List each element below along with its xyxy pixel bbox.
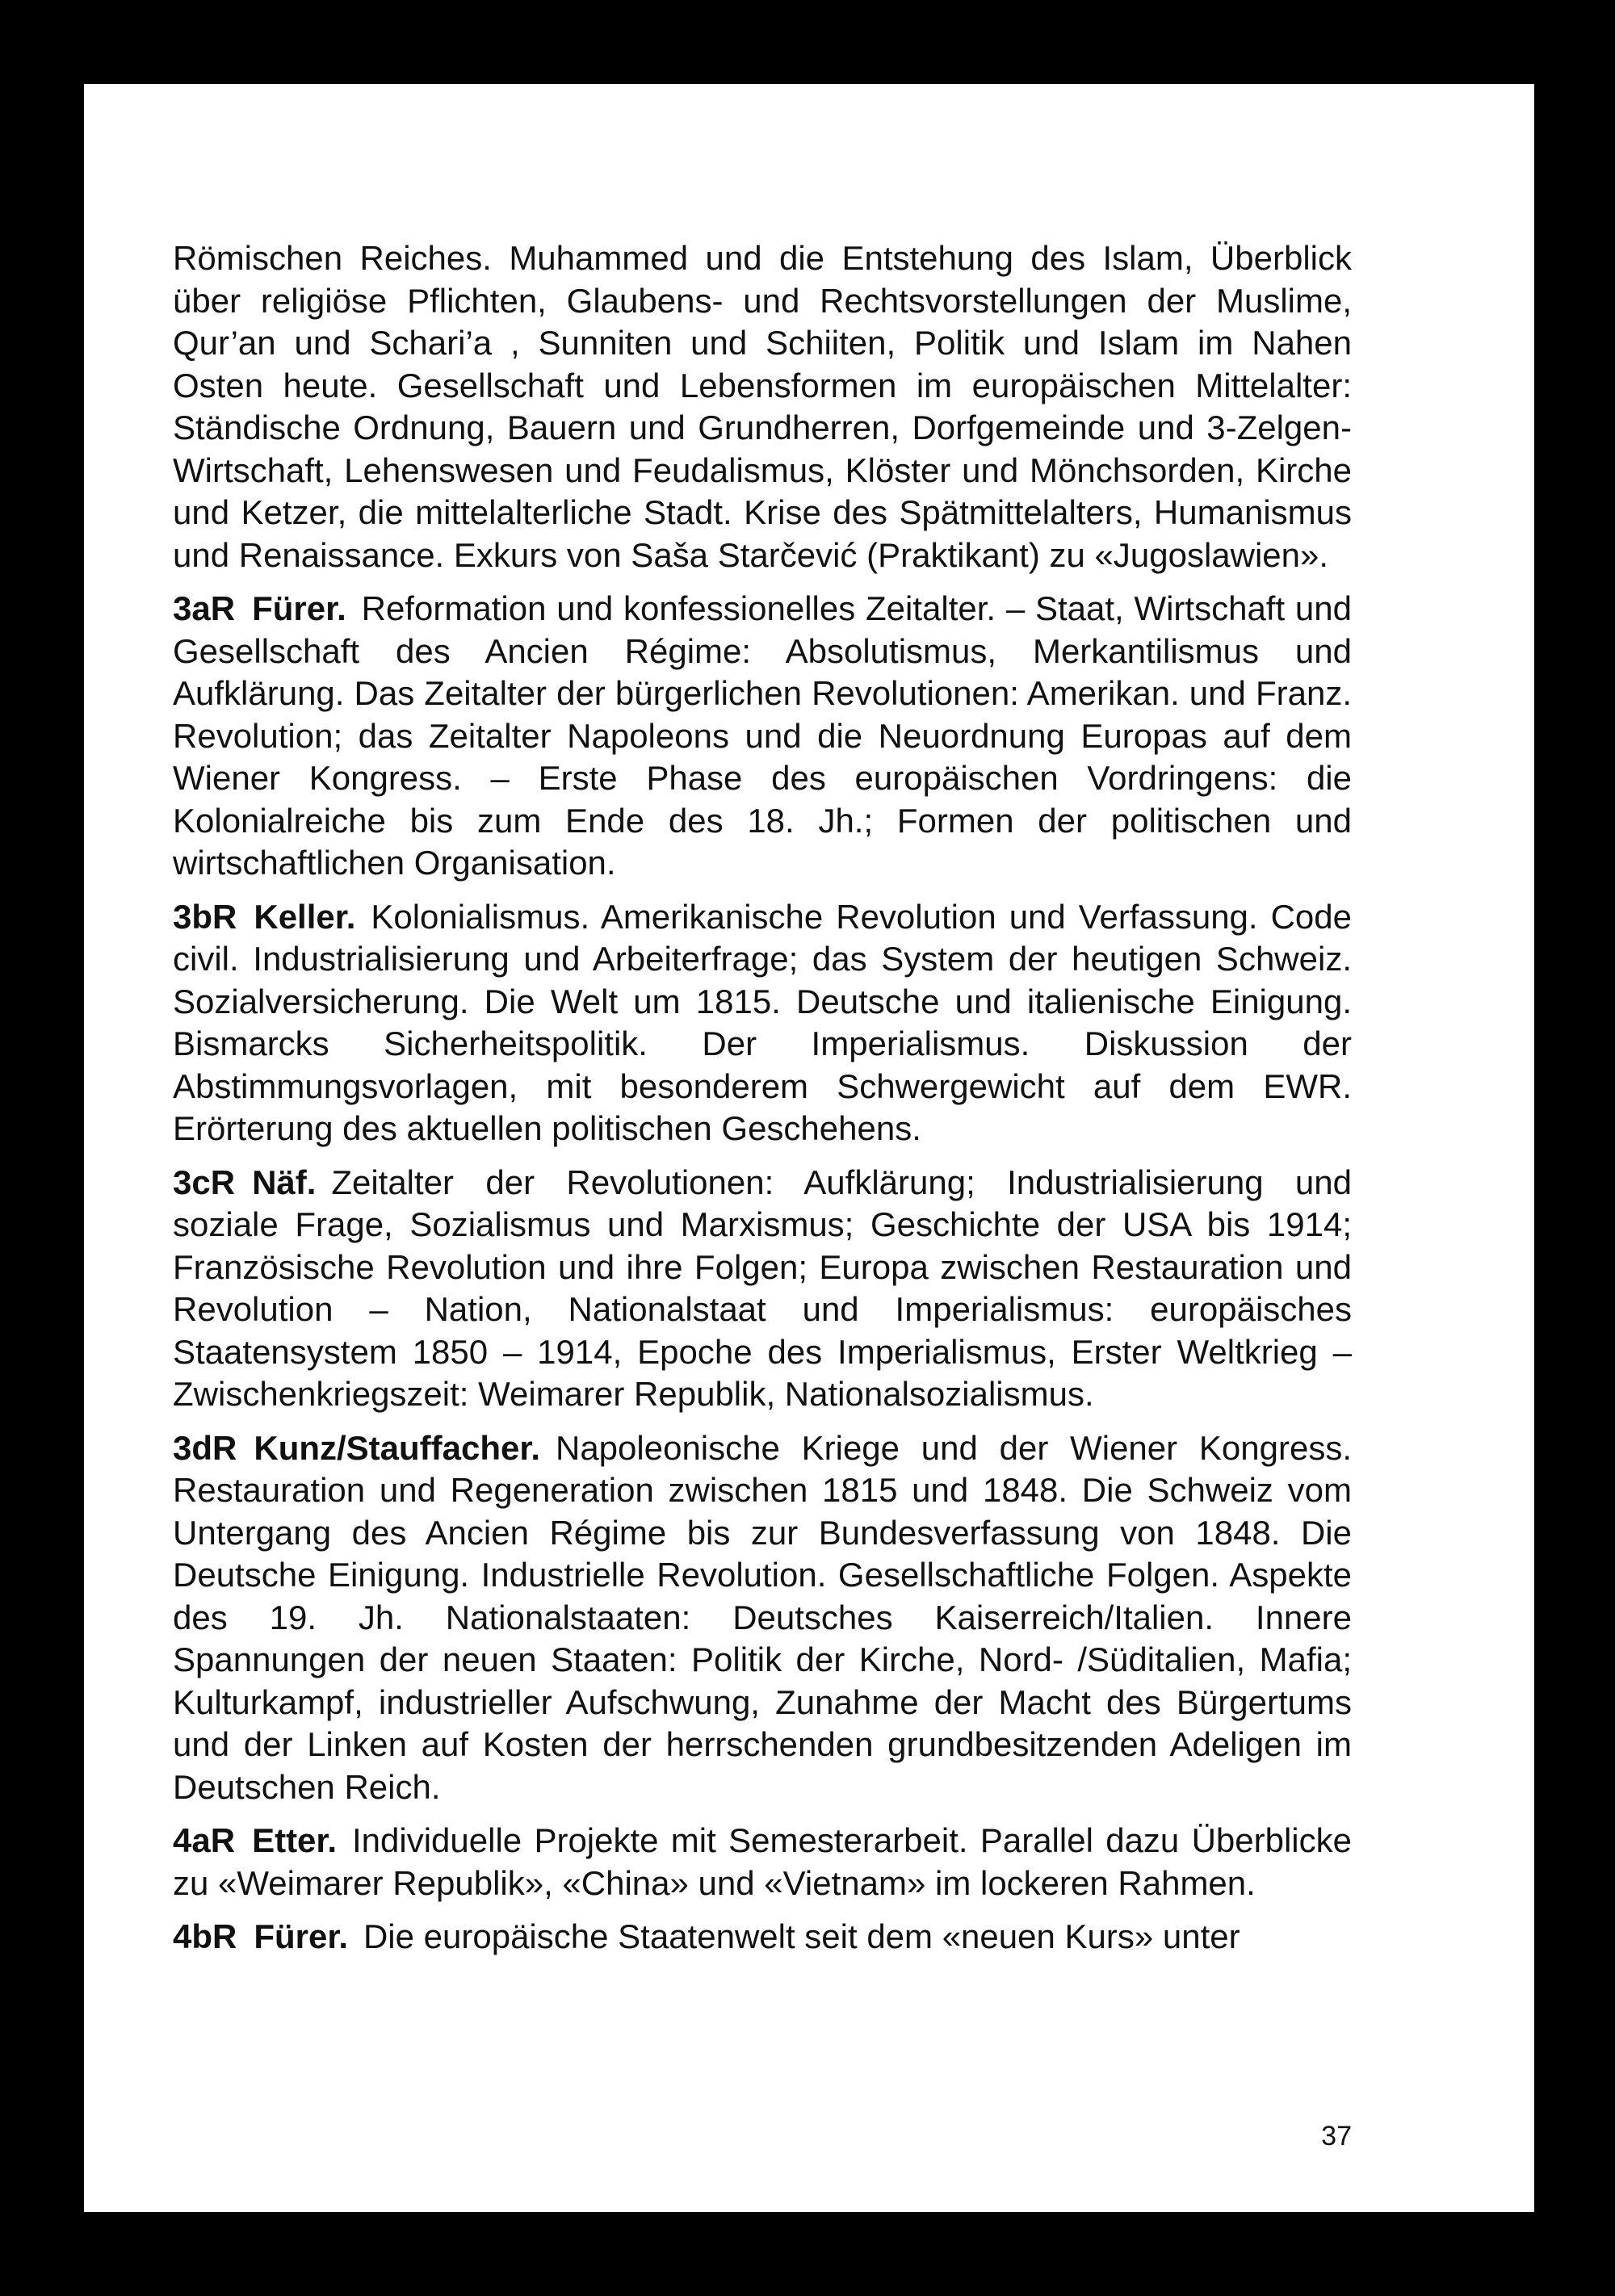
class-code: 3dR — [173, 1428, 237, 1467]
course-entry-4ar — [173, 1820, 1352, 1904]
class-code: 3bR — [173, 897, 237, 936]
class-code: 4aR — [173, 1821, 236, 1859]
course-entry-3br — [173, 896, 1352, 1150]
class-code: 4bR — [173, 1917, 237, 1955]
teacher-name: Etter. — [252, 1821, 338, 1859]
course-entry-3dr — [173, 1427, 1352, 1809]
course-description: Individuelle Projekte mit Semesterarbeit. Parallel dazu Überblicke zu «Weimarer Republik», «China» und «Vietnam» im lockeren Rahmen. — [173, 1821, 1352, 1902]
teacher-name: Näf. — [252, 1163, 317, 1201]
teacher-name: Keller. — [254, 897, 356, 936]
course-description: Napoleonische Kriege und der Wiener Kongress. Restauration und Regeneration zwischen 1815 und 1848. Die Schweiz vom Untergang des Ancien Régime bis zur Bundesverfassung von 1848. Die Deutsche Einigung. Industrielle Revolution. Gesellschaftliche Folgen. Aspekte des 19. Jh. Nationalstaaten: Deutsches Kaiserreich/Italien. Innere Spannungen der neuen Staaten: Politik der Kirche, Nord- /Süditalien, Mafia; Kulturkampf, industrieller Aufschwung, Zunahme der Macht des Bürgertums und der Linken auf Kosten der herrschenden grundbesitzenden Adeligen im Deutschen Reich. — [173, 1428, 1352, 1806]
document-page — [84, 84, 1534, 2212]
course-description: Kolonialismus. Amerikanische Revolution und Verfassung. Code civil. Industrialisierung und Arbeiterfrage; das System der heutigen Schweiz. Sozialversicherung. Die Welt um 1815. Deutsche und italienische Einigung. Bismarcks Sicherheitspolitik. Der Imperialismus. Diskussion der Abstimmungsvorlagen, mit besonderem Schwergewicht auf dem EWR. Erörterung des aktuellen politischen Geschehens. — [173, 897, 1352, 1147]
intro-paragraph: Römischen Reiches. Muhammed und die Entstehung des Islam, Überblick über religiöse Pflichten, Glaubens- und Rechtsvorstellungen der Muslime, Qur’an und Schari’a , Sunniten und Schiiten, Politik und Islam im Nahen Osten heute. Gesellschaft und Lebensformen im europäischen Mittelalter: Ständische Ordnung, Bauern und Grundherren, Dorfgemeinde und 3-Zelgen-Wirtschaft, Lehenswesen und Feudalismus, Klöster und Mönchsorden, Kirche und Ketzer, die mittelalterliche Stadt. Krise des Spätmittelalters, Humanismus und Renaissance. Exkurs von Saša Starčević (Praktikant) zu «Jugoslawien». — [173, 239, 1352, 574]
course-entry-3cr — [173, 1162, 1352, 1416]
course-description: Reformation und konfessionelles Zeitalter. – Staat, Wirtschaft und Gesellschaft des Ancien Régime: Absolutismus, Merkantilismus und Aufklärung. Das Zeitalter der bürgerlichen Revolutionen: Amerikan. und Franz. Revolution; das Zeitalter Napoleons und die Neuordnung Europas auf dem Wiener Kongress. – Erste Phase des europäischen Vordringens: die Kolonialreiche bis zum Ende des 18. Jh.; Formen der politischen und wirtschaftlichen Organisation. — [173, 589, 1352, 882]
course-entry-4br — [173, 1916, 1352, 1959]
teacher-name: Fürer. — [254, 1917, 349, 1955]
course-description: Die europäische Staatenwelt seit dem «neuen Kurs» unter — [363, 1917, 1240, 1955]
course-entry-3ar — [173, 588, 1352, 885]
page-number: 37 — [1321, 2121, 1352, 2151]
course-description: Zeitalter der Revolutionen: Aufklärung; Industrialisierung und soziale Frage, Sozialismus und Marxismus; Geschichte der USA bis 1914; Französische Revolution und ihre Folgen; Europa zwischen Restauration und Revolution – Nation, Nationalstaat und Imperialismus: europäisches Staatensystem 1850 – 1914, Epoche des Imperialismus, Erster Weltkrieg – Zwischenkriegszeit: Weimarer Republik, Nationalsozialismus. — [173, 1163, 1352, 1413]
class-code: 3aR — [173, 589, 236, 627]
teacher-name: Fürer. — [252, 589, 346, 627]
body-text — [173, 237, 1352, 1970]
teacher-name: Kunz/Stauffacher. — [254, 1428, 541, 1467]
class-code: 3cR — [173, 1163, 236, 1201]
